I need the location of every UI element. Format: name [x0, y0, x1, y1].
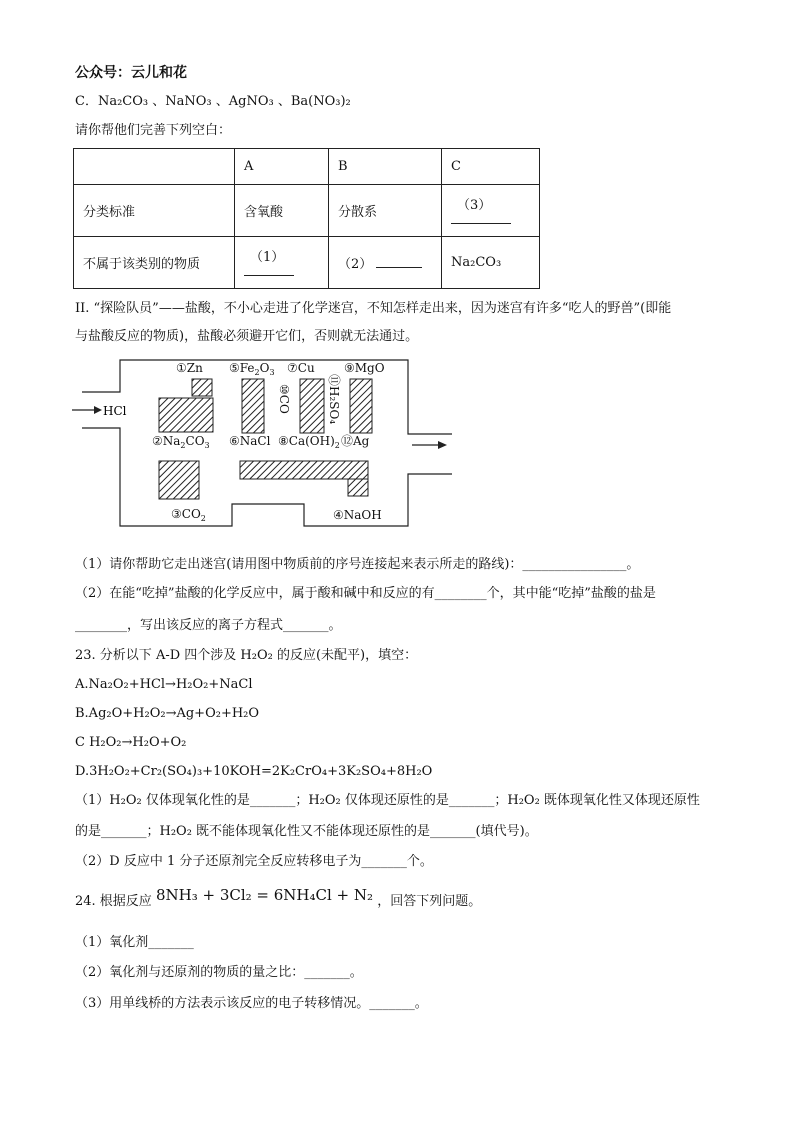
sub-2: 2 — [254, 368, 260, 377]
question-24-suffix: ，回答下列问题。 — [377, 894, 482, 909]
sub-2: 2 — [200, 514, 206, 523]
label-nacl: ⑥NaCl — [229, 434, 271, 448]
question-24-prefix: 24. 根据反应 — [75, 894, 152, 909]
sub-2: 2 — [180, 441, 186, 450]
sub-3: 3 — [269, 368, 275, 377]
label-fe2o3-prefix: ⑤Fe — [229, 361, 255, 375]
header-watermark: 公众号：云儿和花 — [75, 65, 187, 81]
reaction-a: A.Na₂O₂+HCl→H₂O₂+NaCl — [75, 677, 253, 692]
label-na2co3-prefix: ②Na — [152, 434, 181, 448]
table-row2-a — [235, 237, 329, 289]
question-23-1-line1: （1）H₂O₂ 仅体现氧化性的是_______；H₂O₂ 仅体现还原性的是_______；H₂O₂ 既体现氧化性又体现还原性 — [75, 793, 700, 808]
question-24-title — [75, 886, 482, 911]
question-23-title: 23. 分析以下 A-D 四个涉及 H₂O₂ 的反应(未配平)，填空： — [75, 648, 418, 663]
question-24-3: （3）用单线桥的方法表示该反应的电子转移情况。_______。 — [75, 996, 428, 1011]
label-na2co3-mid: CO — [185, 434, 205, 448]
table-row2-a-label: （1） — [250, 249, 285, 265]
table-col-c: C — [442, 149, 540, 185]
intro-line: 请你帮他们完善下列空白： — [75, 123, 232, 138]
label-fe2o3-mid: O — [259, 361, 270, 375]
classification-table — [73, 148, 540, 289]
label-naoh: ④NaOH — [333, 508, 382, 522]
table-row1-c — [442, 185, 540, 237]
table-row2-c: Na₂CO₃ — [442, 237, 540, 289]
table-row2-b — [329, 237, 442, 289]
table-row1-b: 分散系 — [329, 185, 442, 237]
block-cu-caoh2 — [300, 379, 324, 433]
answer-blank — [451, 223, 511, 224]
table-col-b: B — [329, 149, 442, 185]
option-c-line: C．Na₂CO₃ 、NaNO₃ 、AgNO₃ 、Ba(NO₃)₂ — [75, 94, 351, 109]
maze-diagram — [72, 352, 452, 532]
table-corner — [74, 149, 235, 185]
entry-label: HCl — [103, 404, 127, 418]
reaction-c: C H₂O₂→H₂O+O₂ — [75, 735, 187, 750]
label-caoh2-prefix: ⑧Ca(OH) — [278, 434, 335, 448]
question-2-line1: （2）在能“吃掉”盐酸的化学反应中，属于酸和碱中和反应的有________个，其中能“吃掉”盐酸的盐是 — [75, 586, 656, 601]
question-23-2: （2）D 反应中 1 分子还原剂完全反应转移电子为_______个。 — [75, 854, 433, 869]
answer-blank — [376, 267, 422, 268]
table-row2-label: 不属于该类别的物质 — [74, 237, 235, 289]
exit-arrowhead — [438, 441, 447, 449]
label-na2co3 — [152, 434, 210, 450]
table-row1-a: 含氧酸 — [235, 185, 329, 237]
label-zn: ①Zn — [176, 361, 203, 375]
table-row1-label: 分类标准 — [74, 185, 235, 237]
sub-3: 3 — [204, 441, 210, 450]
question-24-1: （1）氧化剂_______ — [75, 935, 194, 950]
block-long-bar — [240, 461, 368, 479]
label-mgo: ⑨MgO — [344, 361, 385, 375]
table-col-a: A — [235, 149, 329, 185]
question-24-equation: 8NH₃ + 3Cl₂ = 6NH₄Cl + N₂ — [155, 886, 374, 904]
block-na2co3 — [159, 398, 213, 432]
label-fe2o3 — [229, 361, 275, 377]
question-23-1-line2: 的是_______；H₂O₂ 既不能体现氧化性又不能体现还原性的是_______(填代号)。 — [75, 824, 538, 839]
part2-line2: 与盐酸反应的物质)，盐酸必须避开它们，否则就无法通过。 — [75, 329, 419, 344]
label-ag: ⑫Ag — [341, 434, 370, 448]
question-24-2: （2）氧化剂与还原剂的物质的量之比：_______。 — [75, 965, 363, 980]
label-h2so4: ⑪H₂SO₄ — [327, 374, 341, 425]
entry-arrowhead — [94, 406, 102, 414]
label-cu: ⑦Cu — [287, 361, 315, 375]
block-naoh — [348, 479, 368, 496]
block-co2 — [159, 461, 199, 499]
block-mgo-ag — [350, 379, 372, 433]
reaction-d: D.3H₂O₂+Cr₂(SO₄)₃+10KOH=2K₂CrO₄+3K₂SO₄+8H₂O — [75, 764, 433, 779]
block-fe2o3-nacl — [242, 379, 264, 433]
sub-2: 2 — [334, 441, 340, 450]
question-2-line2: ________，写出该反应的离子方程式_______。 — [75, 618, 342, 633]
reaction-b: B.Ag₂O+H₂O₂→Ag+O₂+H₂O — [75, 706, 260, 721]
part2-line1: II. “探险队员”——盐酸，不小心走进了化学迷宫，不知怎样走出来，因为迷宫有许多“吃人的野兽”(即能 — [75, 301, 672, 316]
block-zn — [192, 379, 212, 396]
label-caoh2 — [278, 434, 340, 450]
question-1: （1）请你帮助它走出迷宫(请用图中物质前的序号连接起来表示所走的路线)：________________。 — [75, 557, 640, 572]
answer-blank — [244, 275, 294, 276]
label-co: ⑩CO — [277, 384, 291, 414]
table-row1-c-label: （3） — [457, 197, 492, 213]
table-row2-b-label: （2） — [338, 257, 373, 272]
label-co2-prefix: ③CO — [171, 507, 201, 521]
label-co2 — [171, 507, 206, 523]
